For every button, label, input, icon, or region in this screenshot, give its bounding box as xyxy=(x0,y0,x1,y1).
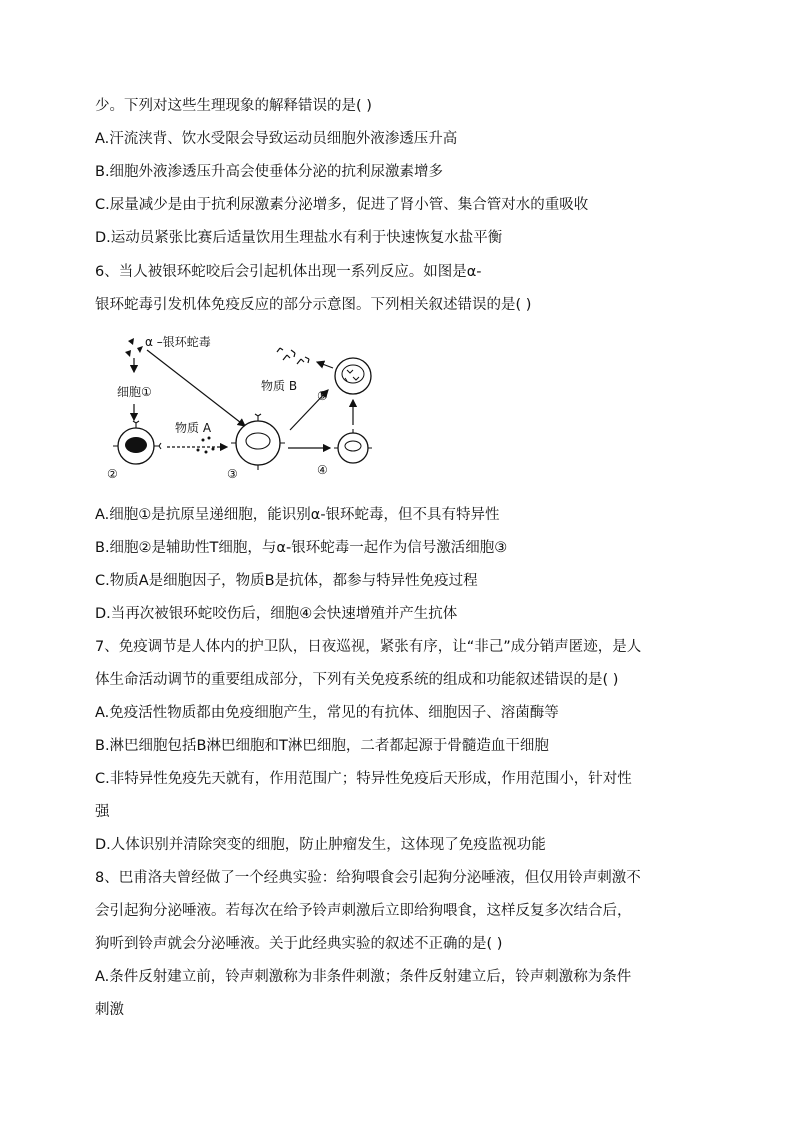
cell-3 xyxy=(231,414,285,470)
venom-particles xyxy=(125,338,143,357)
cell-5 xyxy=(335,358,371,394)
q5-stem: 少。下列对这些生理现象的解释错误的是( ) xyxy=(95,98,372,114)
q7-stem-line2: 体生命活动调节的重要组成部分，下列有关免疫系统的组成和功能叙述错误的是( ) xyxy=(95,672,619,688)
num-5: ⑤ xyxy=(317,389,328,403)
q7-stem-line1: 7、免疫调节是人体内的护卫队，日夜巡视，紧张有序，让“非己”成分销声匿迹，是人 xyxy=(95,639,642,655)
q7-option-a: A.免疫活性物质都由免疫细胞产生，常见的有抗体、细胞因子、溶菌酶等 xyxy=(95,705,559,721)
q8-option-a-cont: 刺激 xyxy=(95,1002,124,1018)
label-cell1: 细胞① xyxy=(117,385,152,399)
label-substance-b: 物质 B xyxy=(261,379,298,393)
q8-stem-line2: 会引起狗分泌唾液。若每次在给予铃声刺激后立即给狗喂食，这样反复多次结合后， xyxy=(95,903,632,919)
q6-option-d: D.当再次被银环蛇咬伤后，细胞④会快速增殖并产生抗体 xyxy=(95,606,458,622)
q7-option-c-cont: 强 xyxy=(95,804,110,820)
num-4: ④ xyxy=(317,463,328,477)
num-2: ② xyxy=(107,467,118,481)
q6-option-c: C.物质A是细胞因子，物质B是抗体，都参与特异性免疫过程 xyxy=(95,573,478,589)
q6-stem-line1: 6、当人被银环蛇咬后会引起机体出现一系列反应。如图是α- xyxy=(95,264,482,280)
q5-option-c: C.尿量减少是由于抗利尿激素分泌增多，促进了肾小管、集合管对水的重吸收 xyxy=(95,197,589,213)
q7-option-d: D.人体识别并清除突变的细胞，防止肿瘤发生，这体现了免疫监视功能 xyxy=(95,837,546,853)
q7-option-b: B.淋巴细胞包括B淋巴细胞和T淋巴细胞，二者都起源于骨髓造血干细胞 xyxy=(95,738,549,754)
q5-option-a: A.汗流浃背、饮水受限会导致运动员细胞外液渗透压升高 xyxy=(95,131,458,147)
q7-option-c: C.非特异性免疫先天就有，作用范围广；特异性免疫后天形成，作用范围小，针对性 xyxy=(95,771,632,787)
q8-option-a: A.条件反射建立前，铃声刺激称为非条件刺激；条件反射建立后，铃声刺激称为条件 xyxy=(95,969,632,985)
label-substance-a: 物质 A xyxy=(175,421,212,435)
q5-option-b: B.细胞外液渗透压升高会使垂体分泌的抗利尿激素增多 xyxy=(95,164,444,180)
cell-2 xyxy=(113,421,161,464)
q8-stem-line1: 8、巴甫洛夫曾经做了一个经典实验：给狗喂食会引起狗分泌唾液，但仅用铃声刺激不 xyxy=(95,870,641,886)
antibodies xyxy=(277,348,309,364)
num-3: ③ xyxy=(227,467,238,481)
q6-stem-line2: 银环蛇毒引发机体免疫反应的部分示意图。下列相关叙述错误的是( ) xyxy=(95,297,532,313)
substance-a-dots xyxy=(197,437,215,454)
q6-option-a: A.细胞①是抗原呈递细胞，能识别α-银环蛇毒，但不具有特异性 xyxy=(95,507,500,523)
immune-response-diagram xyxy=(95,328,415,488)
q8-stem-line3: 狗听到铃声就会分泌唾液。关于此经典实验的叙述不正确的是( ) xyxy=(95,936,503,952)
q5-option-d: D.运动员紧张比赛后适量饮用生理盐水有利于快速恢复水盐平衡 xyxy=(95,230,503,246)
q6-option-b: B.细胞②是辅助性T细胞，与α-银环蛇毒一起作为信号激活细胞③ xyxy=(95,540,508,556)
label-venom: α –银环蛇毒 xyxy=(145,335,211,349)
cell-4 xyxy=(334,429,372,463)
